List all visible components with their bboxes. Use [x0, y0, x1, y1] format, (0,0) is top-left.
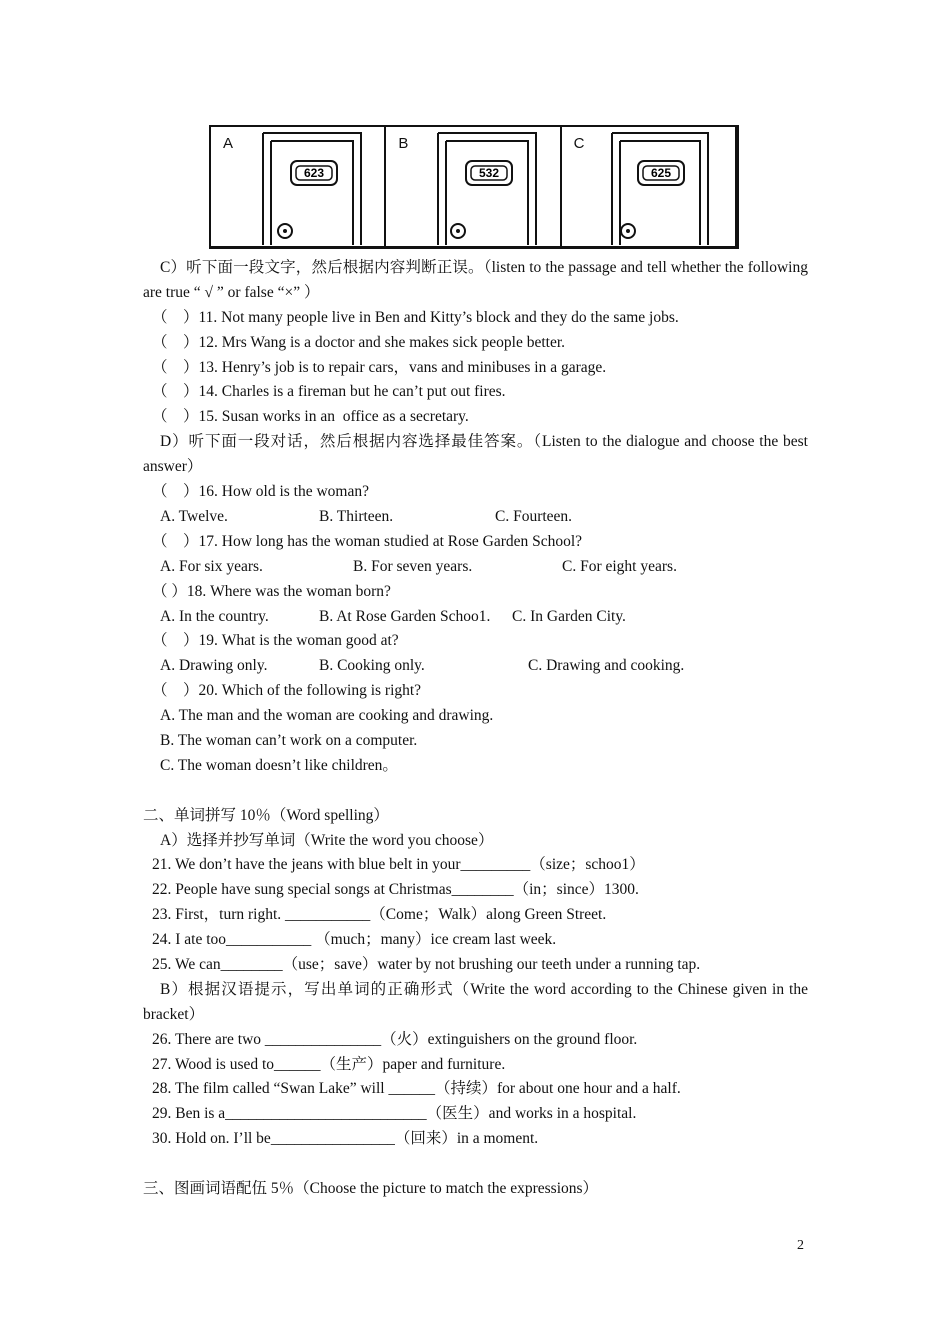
question-20: （ ）20. Which of the following is right?	[152, 682, 422, 700]
door-number: 532	[479, 166, 500, 180]
option-c: C. Drawing and cooking.	[528, 657, 685, 675]
door-letter: C	[573, 135, 585, 152]
option-c: C. In Garden City.	[512, 607, 626, 625]
options-19	[143, 654, 808, 679]
spelling-item-26: 26. There are two _______________（火）extinguishers on the ground floor.	[152, 1030, 638, 1048]
spelling-item-23: 23. First，turn right. ___________（Come；Walk）along Green Street.	[152, 906, 607, 924]
section-d-instruction: D）听下面一段对话，然后根据内容选择最佳答案。（Listen to the dialogue and choose the best answer）	[143, 433, 808, 476]
option-c: C. The woman doesn’t like children。	[160, 756, 398, 774]
part-3-title: 三、图画词语配伍 5％（Choose the picture to match the expressions）	[143, 1180, 599, 1198]
options-16	[143, 505, 808, 530]
spelling-item-30: 30. Hold on. I’ll be________________（回来）in a moment.	[152, 1130, 539, 1148]
option-b: B. Cooking only.	[319, 657, 425, 675]
spelling-item-22: 22. People have sung special songs at Christmas________（in；since）1300.	[152, 881, 639, 899]
option-b: B. For seven years.	[353, 557, 473, 575]
door-icon	[211, 127, 387, 247]
part-2a-instruction: A）选择并抄写单词（Write the word you choose）	[160, 831, 494, 849]
option-b: B. Thirteen.	[319, 507, 394, 525]
spacer	[143, 1152, 808, 1177]
option-c: C. For eight years.	[562, 557, 677, 575]
question-18: （ ）18. Where was the woman born?	[152, 582, 391, 600]
options-18	[143, 605, 808, 630]
spelling-item-28: 28. The film called “Swan Lake” will ______（持续）for about one hour and a half.	[152, 1080, 681, 1098]
door-panel-b	[386, 127, 561, 246]
door-icon	[386, 127, 564, 247]
option-a: A. In the country.	[160, 607, 269, 625]
option-a: A. Drawing only.	[160, 657, 268, 675]
exam-text	[143, 256, 808, 1202]
option-a: A. The man and the woman are cooking and drawing.	[160, 707, 494, 725]
tf-item-15: （ ）15. Susan works in an office as a secretary.	[152, 408, 469, 426]
door-icon	[562, 127, 732, 247]
question-16: （ ）16. How old is the woman?	[152, 483, 369, 501]
door-number: 623	[303, 166, 325, 180]
tf-item-11: （ ）11. Not many people live in Ben and Kitty’s block and they do the same jobs.	[152, 308, 679, 326]
spelling-item-25: 25. We can________（use；save）water by not brushing our teeth under a running tap.	[152, 956, 701, 973]
tf-item-13: （ ）13. Henry’s job is to repair cars，vans and minibuses in a garage.	[152, 358, 607, 376]
part-2b-instruction: B）根据汉语提示，写出单词的正确形式（Write the word according to the Chinese given in the bracket）	[143, 980, 808, 1023]
door-letter: B	[398, 135, 409, 152]
spelling-item-29: 29. Ben is a__________________________（医生）and works in a hospital.	[152, 1105, 637, 1123]
option-b: B. The woman can’t work on a computer.	[160, 731, 418, 749]
page-number: 2	[797, 1238, 804, 1253]
door-number: 625	[650, 166, 671, 180]
door-letter: A	[223, 135, 234, 152]
tf-item-14: （ ）14. Charles is a fireman but he can’t put out fires.	[152, 383, 506, 401]
spacer	[143, 779, 808, 804]
option-a: A. Twelve.	[160, 507, 228, 525]
question-19: （ ）19. What is the woman good at?	[152, 632, 399, 650]
tf-item-12: （ ）12. Mrs Wang is a doctor and she makes sick people better.	[152, 333, 566, 351]
options-17	[143, 555, 808, 580]
question-17: （ ）17. How long has the woman studied at Rose Garden School?	[152, 532, 583, 550]
door-panel-a	[211, 127, 386, 246]
option-c: C. Fourteen.	[495, 507, 573, 525]
option-b: B. At Rose Garden Schoo1.	[319, 607, 491, 625]
spelling-item-21: 21. We don’t have the jeans with blue belt in your_________（size；schoo1）	[152, 856, 645, 874]
door-pictures	[209, 125, 739, 249]
section-c-instruction: C）听下面一段文字，然后根据内容判断正误。（listen to the passage and tell whether the following are true “ √ ” or false “×” ）	[143, 259, 808, 301]
spelling-item-24: 24. I ate too___________ （much；many）ice cream last week.	[152, 931, 557, 949]
option-a: A. For six years.	[160, 557, 263, 575]
part-2-title: 二、单词拼写 10％（Word spelling）	[143, 806, 389, 824]
door-panel-c	[562, 127, 735, 246]
spelling-item-27: 27. Wood is used to______（生产）paper and furniture.	[152, 1055, 506, 1073]
